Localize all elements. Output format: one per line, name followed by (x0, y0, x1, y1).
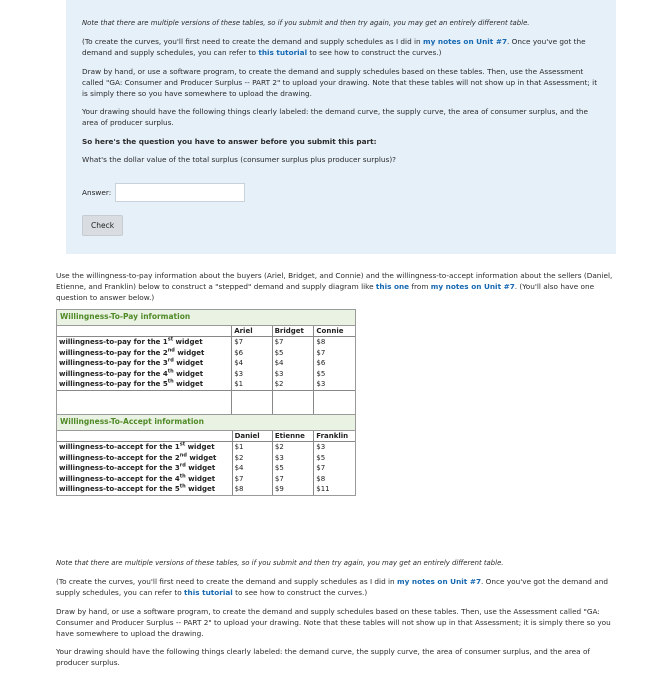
curves-paragraph-2: (To create the curves, you'll first need to create the demand and supply schedules as I did in my notes on Unit #7. Once you've got the demand and supply schedules, you can refer to this tutorial to see how to construct the curves.) (56, 577, 608, 598)
row-label: willingness-to-accept for the 4th widget (57, 474, 232, 485)
table-cell: $1 (232, 442, 272, 453)
table-cell: $2 (272, 379, 314, 390)
notes-unit7-link-2[interactable]: my notes on Unit #7 (430, 282, 515, 292)
table-row (57, 463, 355, 474)
wta-header-row (57, 431, 355, 442)
table-cell: $8 (232, 484, 272, 495)
table-cell: $7 (316, 464, 326, 473)
wtp-table (57, 326, 355, 414)
table-row (57, 337, 355, 348)
notes-unit7-link-3[interactable]: my notes on Unit #7 (397, 577, 482, 587)
table-cell: $3 (232, 369, 272, 380)
row-label: willingness-to-accept for the 3rd widget (57, 463, 232, 474)
table-spacer (57, 402, 355, 414)
table-row (57, 484, 355, 495)
table-cell: $7 (232, 337, 272, 348)
table-cell: $3 (314, 442, 355, 453)
row-label: willingness-to-pay for the 1st widget (57, 337, 232, 348)
table-cell: $3 (272, 369, 314, 380)
instructions-section (56, 558, 616, 676)
table-row (57, 442, 355, 453)
table-cell: $5 (316, 369, 326, 378)
table-cell: $4 (232, 463, 272, 474)
col-header: Franklin (316, 431, 349, 440)
question-intro: So here's the question you have to answer before you submit this part: (82, 136, 377, 146)
row-label: willingness-to-pay for the 5th widget (57, 379, 232, 390)
table-cell: $1 (232, 379, 272, 390)
curves-paragraph: (To create the curves, you'll first need to create the demand and supply schedules as I did in my notes on Unit #7. Once you've got the demand and supply schedules, you can refer to this tutorial to see how to construct the curves.) (82, 37, 586, 58)
row-label: willingness-to-pay for the 3rd widget (57, 358, 232, 369)
answer-row (82, 183, 602, 202)
check-button[interactable]: Check (82, 215, 123, 236)
table-row (57, 348, 355, 359)
note-text: Note that there are multiple versions of these tables, so if you submit and then try again, you may get an entirely different table. (82, 19, 530, 27)
table-cell: $2 (232, 453, 272, 464)
answer-label: Answer: (82, 188, 112, 198)
wtp-title: Willingness-To-Pay information (57, 310, 355, 326)
col-header: Connie (316, 326, 344, 335)
table-cell: $9 (272, 484, 313, 495)
label-paragraph: Your drawing should have the following things clearly labeled: the demand curve, the supply curve, the area of consumer surplus, and the area of producer surplus. (82, 107, 589, 128)
row-label: willingness-to-accept for the 5th widget (57, 484, 232, 495)
table-cell: $6 (316, 359, 326, 368)
table-row (57, 369, 355, 380)
wtp-header-row (57, 326, 355, 337)
table-cell: $3 (316, 380, 326, 389)
table-cell: $3 (272, 453, 313, 464)
table-cell: $11 (316, 485, 330, 494)
answer-input[interactable] (115, 183, 245, 202)
table-row (57, 379, 355, 390)
tutorial-link-2[interactable]: this tutorial (184, 588, 233, 598)
col-header: Etienne (272, 431, 313, 442)
table-cell: $8 (316, 474, 326, 483)
willingness-table (56, 309, 356, 496)
table-cell: $7 (232, 474, 272, 485)
notes-unit7-link[interactable]: my notes on Unit #7 (423, 37, 508, 47)
row-label: willingness-to-accept for the 2nd widget (57, 453, 232, 464)
table-cell: $7 (316, 348, 326, 357)
row-label: willingness-to-accept for the 1st widget (57, 442, 232, 453)
wta-table (57, 431, 355, 495)
table-spacer (57, 390, 355, 402)
question-text: What's the dollar value of the total surplus (consumer surplus plus producer surplus)? (82, 154, 397, 164)
this-one-link[interactable]: this one (375, 282, 410, 292)
draw-paragraph: Draw by hand, or use a software program, to create the demand and supply schedules based on these tables. Then, use the Assessment called "GA: Consumer and Producer Surplus -- PART 2" to upload your drawing. Note that these tables will not show up in that Assessment; it is simply there so you have somewhere to upload the drawing. (82, 66, 598, 99)
tables-section (56, 270, 616, 496)
col-header: Ariel (232, 326, 272, 337)
table-cell: $7 (272, 337, 314, 348)
row-label: willingness-to-pay for the 4th widget (57, 369, 232, 380)
col-header: Bridget (272, 326, 314, 337)
table-cell: $5 (272, 463, 313, 474)
table-row (57, 474, 355, 485)
table-cell: $2 (272, 442, 313, 453)
label-paragraph-2: Your drawing should have the following things clearly labeled: the demand curve, the supply curve, the area of consumer surplus, and the area of producer surplus. (56, 647, 590, 668)
row-label: willingness-to-pay for the 2nd widget (57, 348, 232, 359)
table-cell: $7 (272, 474, 313, 485)
table-cell: $4 (232, 358, 272, 369)
table-row (57, 453, 355, 464)
tutorial-link[interactable]: this tutorial (258, 48, 308, 58)
table-row (57, 358, 355, 369)
intro-paragraph: Use the willingness-to-pay information about the buyers (Ariel, Bridget, and Connie) and the willingness-to-accept information about the sellers (Daniel, Etienne, and Franklin) below to construct a "stepped" demand and supply diagram like this one from my notes on Unit #7. (You'll also have one question to answer below.) (56, 271, 613, 303)
question-panel (66, 0, 616, 254)
note-text-2: Note that there are multiple versions of these tables, so if you submit and then try again, you may get an entirely different table. (56, 559, 504, 567)
draw-paragraph-2: Draw by hand, or use a software program, to create the demand and supply schedules based on these tables. Then, use the Assessment called "GA: Consumer and Producer Surplus -- PART 2" to upload your drawing. Note that these tables will not show up in that Assessment; it is simply there so you have somewhere to upload the drawing. (56, 606, 611, 639)
table-cell: $5 (272, 348, 314, 359)
table-cell: $8 (314, 337, 355, 348)
col-header: Daniel (232, 431, 272, 442)
table-cell: $4 (272, 358, 314, 369)
table-cell: $6 (232, 348, 272, 359)
wta-title: Willingness-To-Accept information (57, 414, 355, 431)
table-cell: $5 (316, 453, 326, 462)
